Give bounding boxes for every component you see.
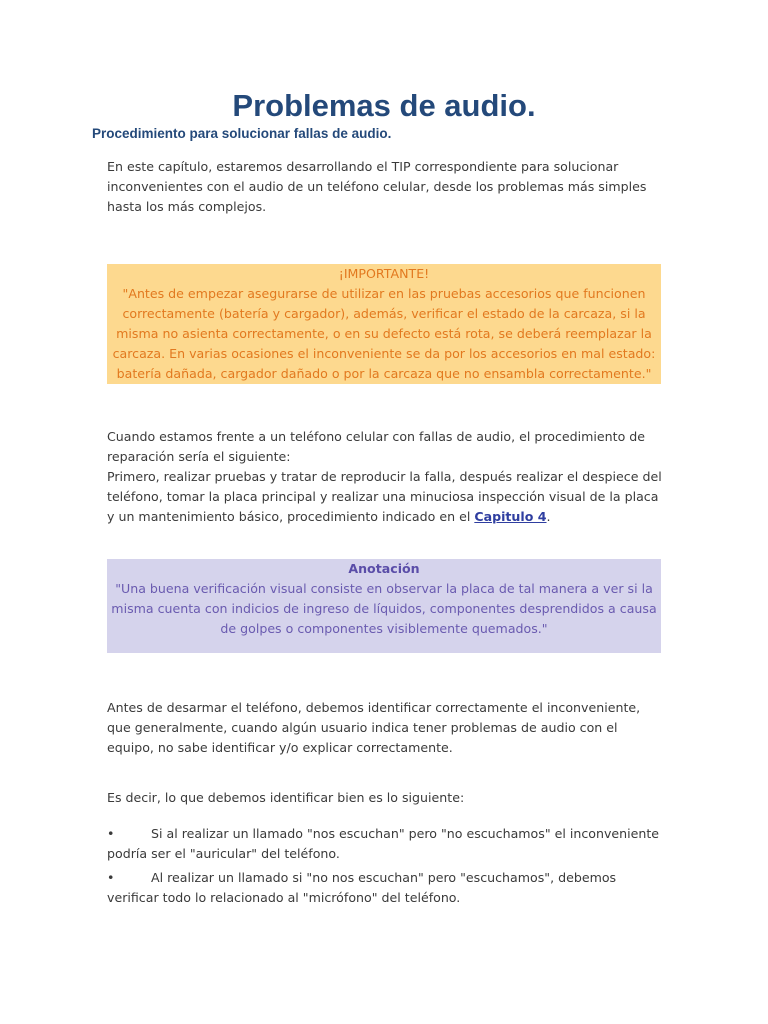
procedure-paragraph (107, 427, 667, 527)
page-title: Problemas de audio. (232, 88, 536, 123)
list-item-text: Si al realizar un llamado "nos escuchan" pero "no escuchamos" el inconveniente podría ser el "auricular" del teléfono. (107, 826, 660, 861)
note-callout (107, 559, 661, 653)
list-item (107, 868, 667, 908)
procedure-line-2: Primero, realizar pruebas y tratar de reproducir la falla, después realizar el despiece del teléfono, tomar la placa principal y realizar una minuciosa inspección visual de la placa y un mantenimiento básico, procedimiento indicado en el (107, 469, 662, 524)
important-callout (107, 264, 661, 384)
note-text: "Una buena verificación visual consiste en observar la placa de tal manera a ver si la misma cuenta con indicios de ingreso de líquidos, componentes desprendidos a causa de golpes o componentes visiblemente quemados." (111, 581, 657, 636)
capitulo-4-link[interactable]: Capitulo 4 (474, 509, 547, 524)
page-subtitle: Procedimiento para solucionar fallas de audio. (92, 126, 392, 141)
important-text: "Antes de empezar asegurarse de utilizar en las pruebas accesorios que funcionen correctamente (batería y cargador), además, verificar el estado de la carcaza, si la misma no asienta correctamente, o en su defecto está rota, se deberá reemplazar la carcaza. En varias ocasiones el inconveniente se da por los accesorios en mal estado: batería dañada, cargador dañado o por la carcaza que no ensambla correctamente." (112, 286, 656, 381)
important-heading: ¡IMPORTANTE! (338, 266, 430, 281)
before-disassembly-paragraph: Antes de desarmar el teléfono, debemos identificar correctamente el inconveniente, que generalmente, cuando algún usuario indica tener problemas de audio con el equipo, no sabe identificar y/o explicar correctamente. (107, 700, 641, 755)
procedure-line-2-end: . (546, 509, 551, 524)
identify-intro-paragraph: Es decir, lo que debemos identificar bien es lo siguiente: (107, 790, 465, 805)
note-heading: Anotación (348, 561, 420, 576)
procedure-line-1: Cuando estamos frente a un teléfono celular con fallas de audio, el procedimiento de reparación sería el siguiente: (107, 429, 646, 464)
intro-paragraph: En este capítulo, estaremos desarrollando el TIP correspondiente para solucionar inconvenientes con el audio de un teléfono celular, desde los problemas más simples hasta los más complejos. (107, 159, 647, 214)
bullet-marker: • (107, 870, 115, 885)
list-item-text: Al realizar un llamado si "no nos escuchan" pero "escuchamos", debemos verificar todo lo relacionado al "micrófono" del teléfono. (107, 870, 617, 905)
list-item (107, 824, 667, 864)
bullet-marker: • (107, 826, 115, 841)
